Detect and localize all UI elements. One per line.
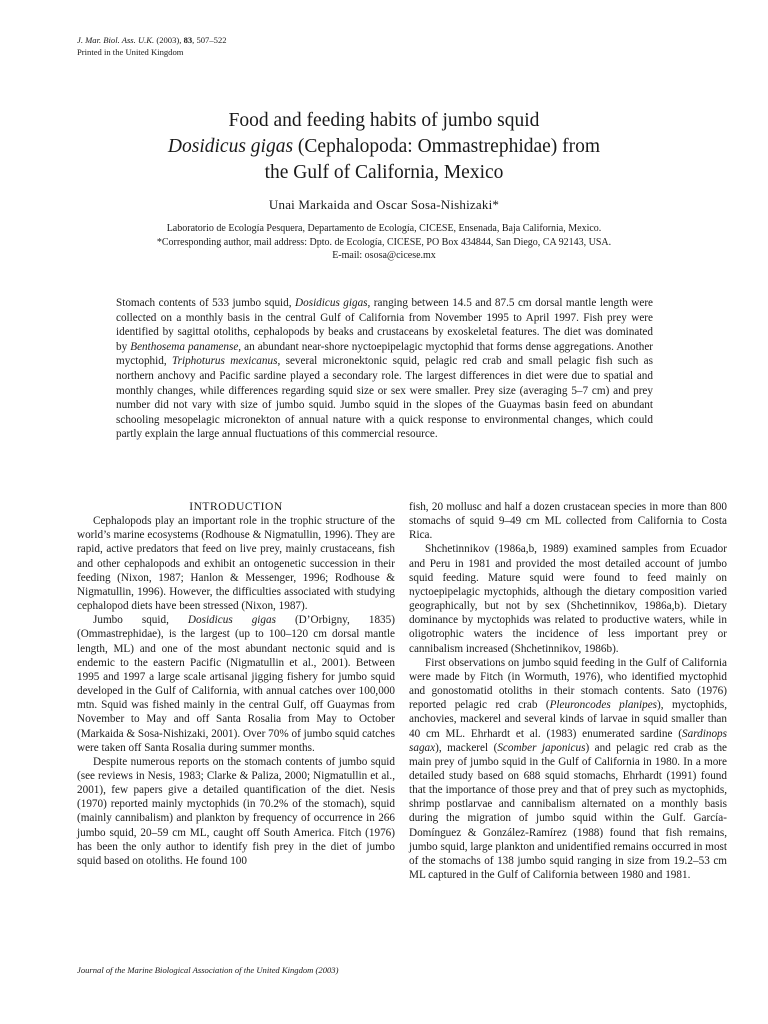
printed-note: Printed in the United Kingdom — [77, 47, 184, 57]
paragraph — [409, 656, 727, 883]
species-name: Dosidicus gigas — [187, 614, 276, 627]
abstract-text: , ranging between 14.5 and 87.5 cm dorsal mantle length were collected on a monthly basis in the central Gulf of California from November 1995 to April 1997. Fish prey were identified by sagittal otoliths, cephalopods by beaks and crustaceans by exoskeletal features. The diet was dominated by — [116, 297, 654, 353]
journal-citation — [77, 34, 227, 46]
abstract-text: , several micronektonic squid, pelagic red crab and small pelagic fish such as northern anchovy and Pacific sardine played a secondary role. The largest differences in diet were due to spatial and monthly changes, while differences regarding squid size or sex were smaller. Prey size (averaging 5–7 cm) and prey number did not vary with size of jumbo squid. Jumbo squid in the slopes of the Guaymas basin feed on abundant schooling mesopelagic micronekton of annual nature with a quick response to environmental changes, which could partly explain the large annual fluctuations of this commercial resource. — [116, 355, 653, 441]
species-name: Scomber japonicus — [497, 741, 586, 754]
journal-header — [77, 34, 227, 58]
paragraph-text: ), mackerel ( — [435, 741, 498, 754]
journal-pages: , 507–522 — [192, 35, 227, 45]
title-line-2 — [0, 134, 768, 160]
species-name: Sardinops sagax — [409, 727, 727, 754]
journal-name: J. Mar. Biol. Ass. U.K. — [77, 35, 155, 45]
paper-title — [0, 108, 768, 186]
title-block — [0, 108, 768, 263]
paragraph-text: First observations on jumbo squid feeding in the Gulf of California were made by Fitch (in Wormuth, 1976), who identified myctophid and gonostomatid otoliths in their stomach contents. Sato (1976) reported pelagic red crab ( — [409, 656, 727, 712]
abstract-species: Benthosema panamense — [130, 340, 239, 353]
title-line-3: the Gulf of California, Mexico — [264, 162, 504, 183]
paragraph-text: Jumbo squid, — [93, 614, 188, 627]
paragraph — [77, 613, 395, 755]
abstract-species: Dosidicus gigas — [295, 297, 368, 309]
title-species: Dosidicus gigas — [167, 136, 294, 157]
journal-year: (2003), — [154, 35, 184, 45]
section-heading-introduction: INTRODUCTION — [189, 500, 283, 513]
paragraph: Despite numerous reports on the stomach contents of jumbo squid (see reviews in Nesis, 1983; Clarke & Paliza, 2000; Nigmatullin et al., 2001), few papers give a detailed quantification of the diet. Nesis (1970) reported mainly myctophids (in 70.2% of the stomach), squid (mainly cannibalism) and plankton by frequency of occurrence in 266 jumbo squid, 20–59 cm ML, caught off South America. Fitch (1976) has been the only author to identify fish prey in the diet of jumbo squid based on otoliths. He found 100 — [77, 755, 395, 867]
page-footer: Journal of the Marine Biological Association of the United Kingdom (2003) — [77, 965, 339, 975]
paragraph-text: (D’Orbigny, 1835) (Ommastrephidae), is the largest (up to 100–120 cm dorsal mantle length, ML) and one of the most abundant nectonic squid and is endemic to the eastern Pacific (Nigmatullin et al., 2001). Between 1995 and 1997 a large scale artisanal jigging fishery for jumbo squid developed in the Gulf of California, with annual catches over 100,000 mtn. Squid was fished mainly in the central Gulf, off Guaymas from November to May and off Santa Rosalia from May to October (Markaida & Sosa-Nishizaki, 2001). Over 70% of jumbo squid catches were taken off Santa Rosalia during summer months. — [77, 614, 395, 754]
affiliation-email: E-mail: ososa@cicese.mx — [332, 250, 436, 261]
abstract-species: Triphoturus mexicanus — [172, 355, 278, 368]
species-name: Pleuroncodes planipes — [549, 699, 658, 712]
abstract-text: , an abundant near-shore nyctoepipelagic myctophid that forms dense aggregations. Another myctophid, — [116, 340, 654, 368]
journal-volume: 83 — [183, 35, 193, 45]
affiliation-line-1: Laboratorio de Ecología Pesquera, Departamento de Ecología, CICESE, Ensenada, Baja California, Mexico. — [166, 223, 602, 234]
title-line-2-rest: (Cephalopoda: Ommastrephidae) from — [293, 136, 601, 157]
paragraph: Shchetinnikov (1986a,b, 1989) examined samples from Ecuador and Peru in 1981 and provided the most detailed account of jumbo squid feeding. Mature squid were found to feed mainly on nyctoepipelagic myctophids, although the dietary composition varied geographically, but not by sex (Shchetinnikov, 1986a,b). Dietary dominance by myctophids was related to productive waters, while in oligotrophic waters the incidence of less important prey or cannibalism increased (Shchetinnikov, 1986b). — [409, 543, 727, 655]
left-column — [77, 500, 395, 868]
right-column — [409, 500, 727, 882]
paragraph-text: ) and pelagic red crab as the main prey of jumbo squid in the Gulf of California in 1980. In a more detailed study based on 688 squid stomachs, Ehrhardt (1991) found that the importance of those prey and that of prey such as myctophids, shrimp postlarvae and cannibalism alternated on a monthly basis during the migration of jumbo squid within the Gulf. García-Domínguez & González-Ramírez (1988) found that fish remains, jumbo squid, large plankton and unidentified remains occurred in most of the stomachs of 138 jumbo squid ranging in size from 19.2–53 cm ML captured in the Gulf of California between 1980 and 1981. — [409, 741, 728, 882]
affiliation — [0, 222, 768, 263]
paragraph: Cephalopods play an important role in the trophic structure of the world’s marine ecosystems (Rodhouse & Nigmatullin, 1996). They are rapid, active predators that feed on live prey, mainly crustaceans, fish and other cephalopods and exhibit an ontogenetic succession in their feeding (Nixon, 1987; Hanlon & Messenger, 1996; Rodhouse & Nigmatullin, 1996). However, the difficulties associated with studying cephalopod diets have been stressed (Nixon, 1987). — [77, 515, 395, 613]
abstract — [116, 296, 653, 442]
paragraph-text: ), myctophids, anchovies, mackerel and several kinds of larvae in squid smaller than 40 cm ML. Ehrhardt et al. (1983) enumerated sardine ( — [409, 699, 727, 740]
abstract-text: Stomach contents of 533 jumbo squid, — [116, 297, 296, 309]
title-line-1: Food and feeding habits of jumbo squid — [228, 110, 540, 131]
authors: Unai Markaida and Oscar Sosa-Nishizaki* — [268, 197, 500, 212]
affiliation-line-2: *Corresponding author, mail address: Dpto. de Ecología, CICESE, PO Box 434844, San Diego, CA 92143, USA. — [156, 236, 612, 248]
paragraph: fish, 20 mollusc and half a dozen crustacean species in more than 800 stomachs of squid 9–49 cm ML collected from California to Costa Rica. — [409, 501, 727, 542]
